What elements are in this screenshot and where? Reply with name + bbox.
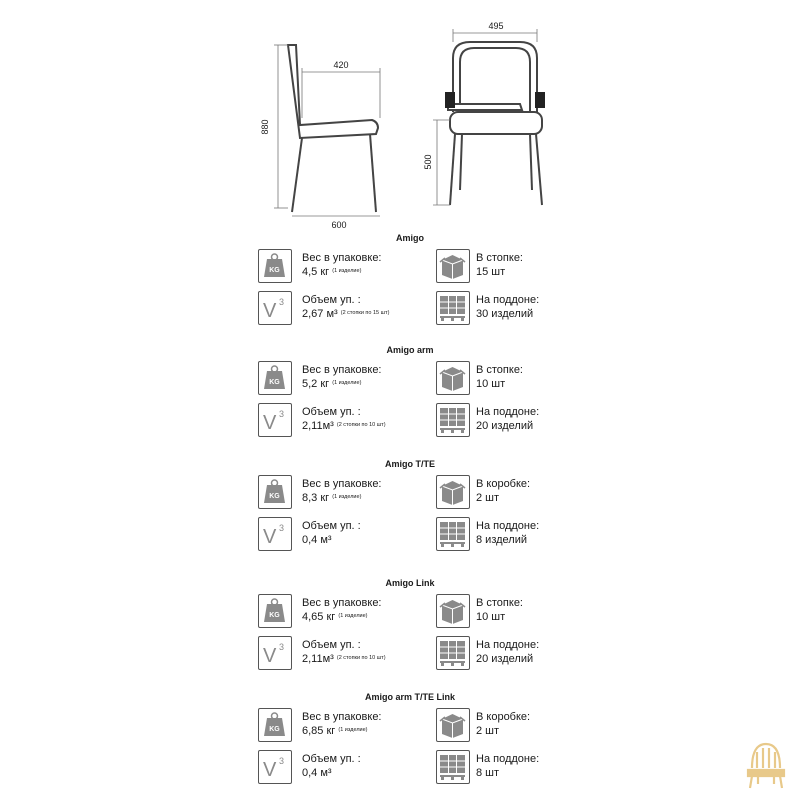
volume-icon [258,291,292,325]
weight-icon [258,708,292,742]
stack-label: В коробке: [476,711,531,723]
volume-exp-text: 3 [279,409,285,419]
dim-depth-600: 600 [331,220,347,230]
dim-seat-height-500: 500 [423,154,433,170]
weight-label: Вес в упаковке: [302,478,382,490]
weight-label: Вес в упаковке: [302,597,382,609]
stack-label: В коробке: [476,478,531,490]
stack-value: 2 шт [476,725,500,737]
volume-value [302,533,332,547]
section-title: Amigo T/TE [385,459,435,469]
stack-label: В стопке: [476,252,523,264]
weight-note: (1 изделие) [332,268,362,274]
front-view-chair [448,42,542,205]
box-icon [436,361,470,395]
kg-text: KG [269,612,280,619]
kg-text: KG [269,379,280,386]
volume-value [302,307,389,321]
weight-amount: 4,5 кг [302,266,330,278]
weight-amount: 8,3 кг [302,492,330,504]
volume-label: Объем уп. : [302,520,361,532]
volume-exp-text: 3 [279,523,285,533]
volume-v-text: V [263,759,277,781]
weight-amount: 5,2 кг [302,378,330,390]
brand-logo-icon [744,738,788,790]
volume-label: Объем уп. : [302,294,361,306]
box-icon [436,708,470,742]
volume-icon [258,636,292,670]
weight-icon [258,361,292,395]
weight-value [302,377,361,391]
pallet-icon [436,403,470,437]
pallet-icon [436,750,470,784]
section-title: Amigo arm [386,345,434,355]
weight-note: (1 изделие) [332,494,362,500]
front-right-arm-pad [535,92,545,108]
pallet-value: 20 изделий [476,420,534,432]
weight-value [302,491,361,505]
volume-exp-text: 3 [279,642,285,652]
pallet-icon [436,517,470,551]
section-title: Amigo arm T/TE Link [364,692,455,702]
volume-v-text: V [263,526,277,548]
dim-width-495: 495 [488,21,504,31]
weight-label: Вес в упаковке: [302,252,382,264]
stack-value: 10 шт [476,611,506,623]
weight-label: Вес в упаковке: [302,364,382,376]
volume-amount: 0,4 м³ [302,534,332,546]
volume-value [302,766,332,780]
volume-exp-text: 3 [279,756,285,766]
volume-icon [258,517,292,551]
pallet-label: На поддоне: [476,520,540,532]
box-icon [436,475,470,509]
pallet-icon [436,291,470,325]
pallet-icon [436,636,470,670]
weight-note: (1 изделие) [332,380,362,386]
volume-note: (2 стопки по 10 шт) [336,422,386,428]
weight-note: (1 изделие) [338,613,368,619]
dim-width-420: 420 [333,60,349,70]
pallet-label: На поддоне: [476,753,540,765]
volume-v-text: V [263,412,277,434]
pallet-label: На поддоне: [476,406,540,418]
volume-value [302,419,386,433]
box-icon [436,594,470,628]
volume-note: (2 стопки по 10 шт) [336,655,386,661]
weight-icon [258,475,292,509]
volume-amount: 2,11м³ [302,653,334,665]
volume-amount: 0,4 м³ [302,767,332,779]
volume-amount: 2,11м³ [302,420,334,432]
weight-value [302,610,368,624]
volume-label: Объем уп. : [302,639,361,651]
chair-dimension-drawings [0,0,800,240]
pallet-value: 20 изделий [476,653,534,665]
kg-text: KG [269,267,280,274]
section-title: Amigo [396,233,424,243]
kg-text: KG [269,493,280,500]
section-title: Amigo Link [385,578,435,588]
kg-text: KG [269,726,280,733]
dim-height-880: 880 [260,119,270,135]
weight-note: (1 изделие) [338,727,368,733]
pallet-value: 30 изделий [476,308,534,320]
volume-amount: 2,67 м³ [302,308,338,320]
front-left-arm-pad [445,92,455,108]
volume-v-text: V [263,300,277,322]
pallet-value: 8 шт [476,767,500,779]
stack-value: 2 шт [476,492,500,504]
weight-icon [258,249,292,283]
volume-v-text: V [263,645,277,667]
volume-icon [258,403,292,437]
weight-amount: 6,85 кг [302,725,336,737]
volume-label: Объем уп. : [302,753,361,765]
volume-note: (2 стопки по 15 шт) [340,310,390,316]
box-icon [436,249,470,283]
weight-icon [258,594,292,628]
volume-value [302,652,386,666]
side-view-chair [288,45,378,212]
stack-value: 15 шт [476,266,506,278]
weight-value [302,265,361,279]
weight-value [302,724,368,738]
volume-exp-text: 3 [279,297,285,307]
pallet-label: На поддоне: [476,294,540,306]
volume-label: Объем уп. : [302,406,361,418]
pallet-value: 8 изделий [476,534,527,546]
stack-value: 10 шт [476,378,506,390]
volume-icon [258,750,292,784]
pallet-label: На поддоне: [476,639,540,651]
stack-label: В стопке: [476,597,523,609]
stack-label: В стопке: [476,364,523,376]
weight-amount: 4,65 кг [302,611,336,623]
weight-label: Вес в упаковке: [302,711,382,723]
